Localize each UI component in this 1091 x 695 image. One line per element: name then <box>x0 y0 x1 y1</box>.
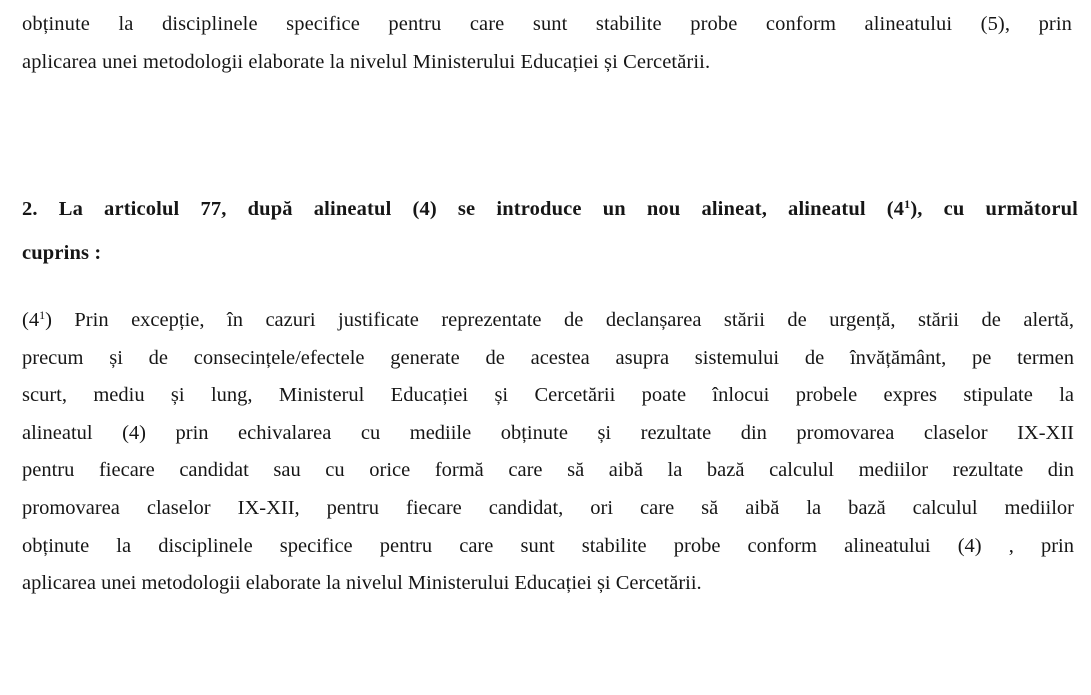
heading-line-text: cuprins : <box>22 242 102 264</box>
heading-line-text: 2. La articolul 77, după alineatul (4) se introduce un nou alineat, alineatul (4 <box>22 198 905 220</box>
amendment-body-paragraph <box>22 302 1074 603</box>
text-line: obținute la disciplinele specifice pentru care sunt stabilite probe conform alineatului (4) , prin <box>22 534 1074 557</box>
superscript: 1 <box>904 197 911 211</box>
text-line: obținute la disciplinele specifice pentru care sunt stabilite probe conform alineatului (5), prin <box>22 13 1072 35</box>
text-line: aplicarea unei metodologii elaborate la nivelul Ministerului Educației și Cercetării. <box>22 572 702 595</box>
superscript: 1 <box>39 308 46 322</box>
text-line: scurt, mediu și lung, Ministerul Educației și Cercetării poate înlocui probele expres stipulate la <box>22 384 1074 407</box>
heading-line <box>22 231 1078 275</box>
text-line: aplicarea unei metodologii elaborate la nivelul Ministerului Educației și Cercetării. <box>22 50 711 73</box>
text-line: precum și de consecințele/efectele generate de acestea asupra sistemului de învățământ, pe termen <box>22 346 1074 369</box>
heading-line-text: ), cu următorul <box>910 198 1078 220</box>
text-line <box>22 302 1074 340</box>
text-line: promovarea claselor IX-XII, pentru fiecare candidat, ori care să aibă la bază calculul mediilor <box>22 496 1074 519</box>
line-text: (4 <box>22 309 40 331</box>
text-line: pentru fiecare candidat sau cu orice formă care să aibă la bază calculul mediilor rezultate din <box>22 459 1074 482</box>
amendment-heading <box>22 187 1078 275</box>
line-text: ) Prin excepție, în cazuri justificate reprezentate de declanșarea stării de urgență, stării de alertă, <box>45 309 1074 331</box>
text-line: alineatul (4) prin echivalarea cu mediile obținute și rezultate din promovarea claselor IX-XII <box>22 421 1074 444</box>
paragraph-previous-continuation <box>22 6 1072 81</box>
heading-line <box>22 187 1078 231</box>
